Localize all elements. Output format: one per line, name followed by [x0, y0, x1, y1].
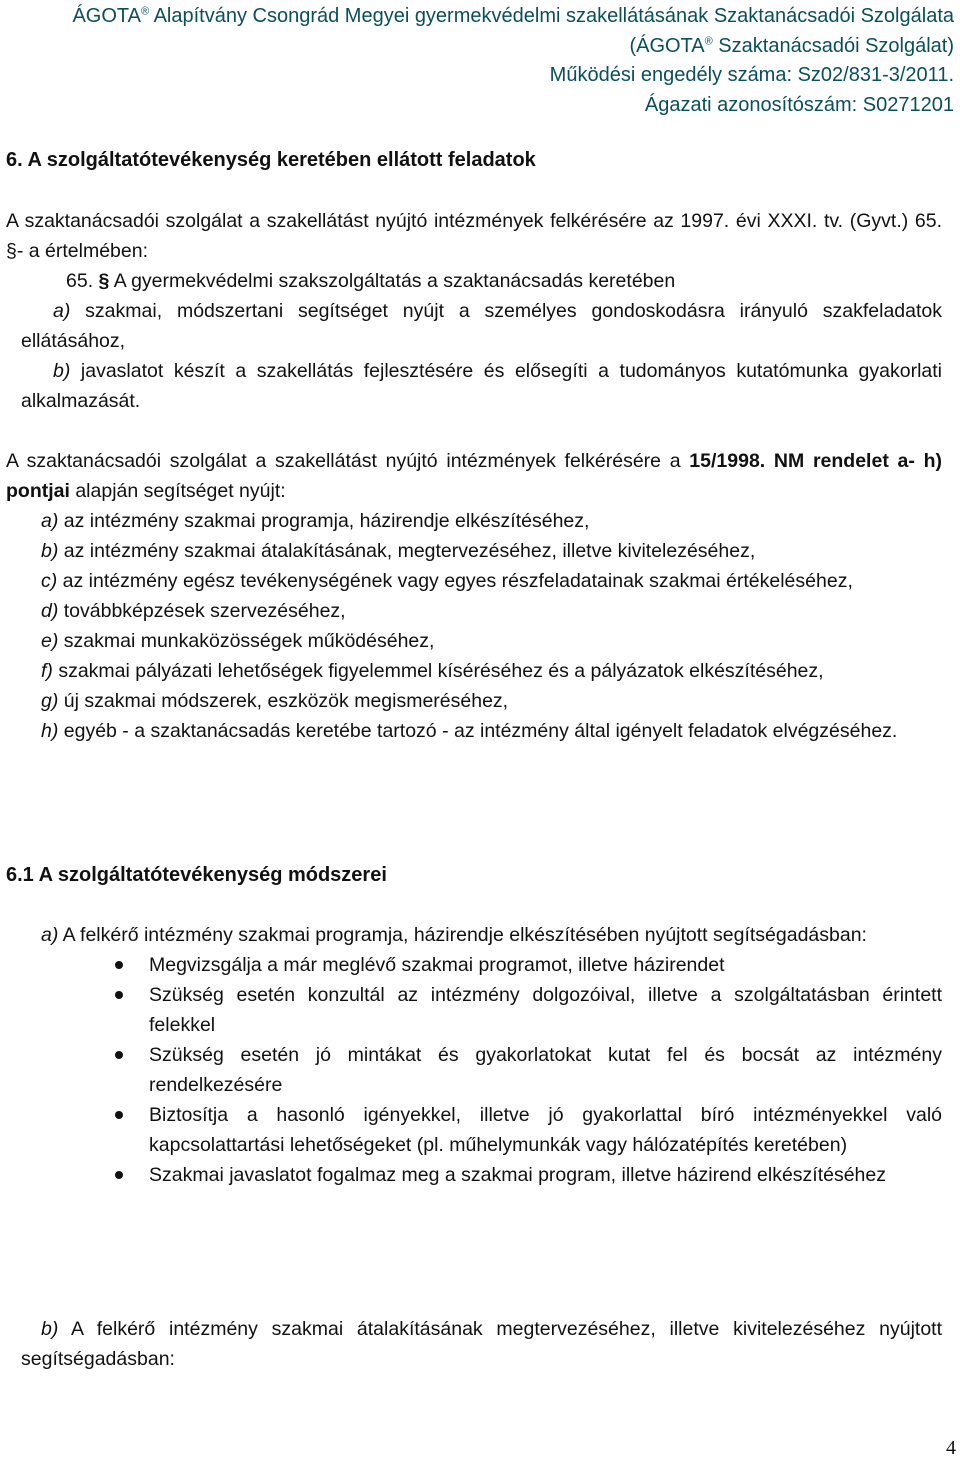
bullet-item: Szakmai javaslatot fogalmaz meg a szakmai program, illetve házirend elkészítéséhez — [6, 1160, 942, 1190]
methods-a-bullet-list — [6, 950, 942, 1190]
methods-a-intro: a) A felkérő intézmény szakmai programja, házirendje elkészítésében nyújtott segítségadásban: — [41, 924, 867, 946]
bullet-dot-icon — [115, 1171, 123, 1179]
page-header — [72, 2, 954, 120]
nm-list-item: b) az intézmény szakmai átalakításának, megtervezéséhez, illetve kivitelezéséhez, — [41, 540, 756, 562]
nm-list-item: g) új szakmai módszerek, eszközök megismeréséhez, — [41, 690, 509, 712]
paragraph-65-item-a: a) szakmai, módszertani segítséget nyújt a személyes gondoskodásra irányuló szakfeladatok ellátásához, — [21, 300, 942, 352]
methods-a-block — [6, 920, 942, 1190]
nm-list-item: e) szakmai munkaközösségek működéséhez, — [41, 630, 435, 652]
section-6-intro: A szaktanácsadói szolgálat a szakellátást nyújtó intézmények felkérésére az 1997. évi XXXI. tv. (Gyvt.) 65. §- a értelmében: — [6, 210, 942, 262]
header-license-number: Működési engedély száma: Sz02/831-3/2011. — [549, 64, 954, 86]
bullet-item: Megvizsgálja a már meglévő szakmai programot, illetve házirendet — [6, 950, 942, 980]
header-sector-id: Ágazati azonosítószám: S0271201 — [644, 93, 954, 116]
bullet-dot-icon — [115, 961, 123, 969]
methods-b-block — [6, 1314, 942, 1374]
bullet-item: Biztosítja a hasonló igényekkel, illetve jó gyakorlattal bíró intézményekkel való kapcsolattartási lehetőségeket (pl. műhelymunkák vagy hálózatépítés keretében) — [6, 1100, 942, 1160]
bullet-dot-icon — [115, 1051, 123, 1059]
paragraph-65 — [6, 266, 942, 416]
methods-b-intro: b) A felkérő intézmény szakmai átalakításának megtervezéséhez, illetve kivitelezéséhez nyújtott segítségadásban: — [21, 1318, 942, 1370]
nm-list-item: c) az intézmény egész tevékenységének vagy egyes részfeladatainak szakmai értékeléséhez, — [41, 570, 853, 592]
bullet-item: Szükség esetén konzultál az intézmény dolgozóival, illetve a szolgáltatásban érintett felekkel — [6, 980, 942, 1040]
nm-list-item: f) szakmai pályázati lehetőségek figyelemmel kíséréséhez és a pályázatok elkészítéséhez, — [41, 660, 824, 682]
section-6-title: 6. A szolgáltatótevékenység keretében ellátott feladatok — [6, 149, 536, 171]
nm-list-item: h) egyéb - a szaktanácsadás keretébe tartozó - az intézmény által igényelt feladatok elvégzéséhez. — [41, 720, 898, 742]
nm-decree-list — [6, 506, 942, 746]
nm-decree-block — [6, 446, 942, 746]
nm-list-item: d) továbbképzések szervezéséhez, — [41, 600, 346, 622]
paragraph-65-lead: 65. § A gyermekvédelmi szakszolgáltatás a szaktanácsadás keretében — [66, 270, 676, 292]
header-short-name: (ÁGOTA® Szaktanácsadói Szolgálat) — [629, 34, 954, 57]
nm-decree-intro: A szaktanácsadói szolgálat a szakellátást nyújtó intézmények felkérésére a 15/1998. NM rendelet a- h) pontjai alapján segítséget nyújt: — [6, 450, 942, 502]
page-number: 4 — [946, 1437, 956, 1459]
section-6-1-title: 6.1 A szolgáltatótevékenység módszerei — [6, 864, 387, 886]
header-organization-line: ÁGOTA® Alapítvány Csongrád Megyei gyermekvédelmi szakellátásának Szaktanácsadói Szolgálata — [72, 5, 954, 27]
bullet-dot-icon — [115, 991, 123, 999]
paragraph-65-item-b: b) javaslatot készít a szakellátás fejlesztésére és elősegíti a tudományos kutatómunka gyakorlati alkalmazását. — [21, 360, 942, 412]
nm-list-item: a) az intézmény szakmai programja, házirendje elkészítéséhez, — [41, 510, 590, 532]
bullet-dot-icon — [115, 1111, 123, 1119]
bullet-item: Szükség esetén jó mintákat és gyakorlatokat kutat fel és bocsát az intézmény rendelkezésére — [6, 1040, 942, 1100]
